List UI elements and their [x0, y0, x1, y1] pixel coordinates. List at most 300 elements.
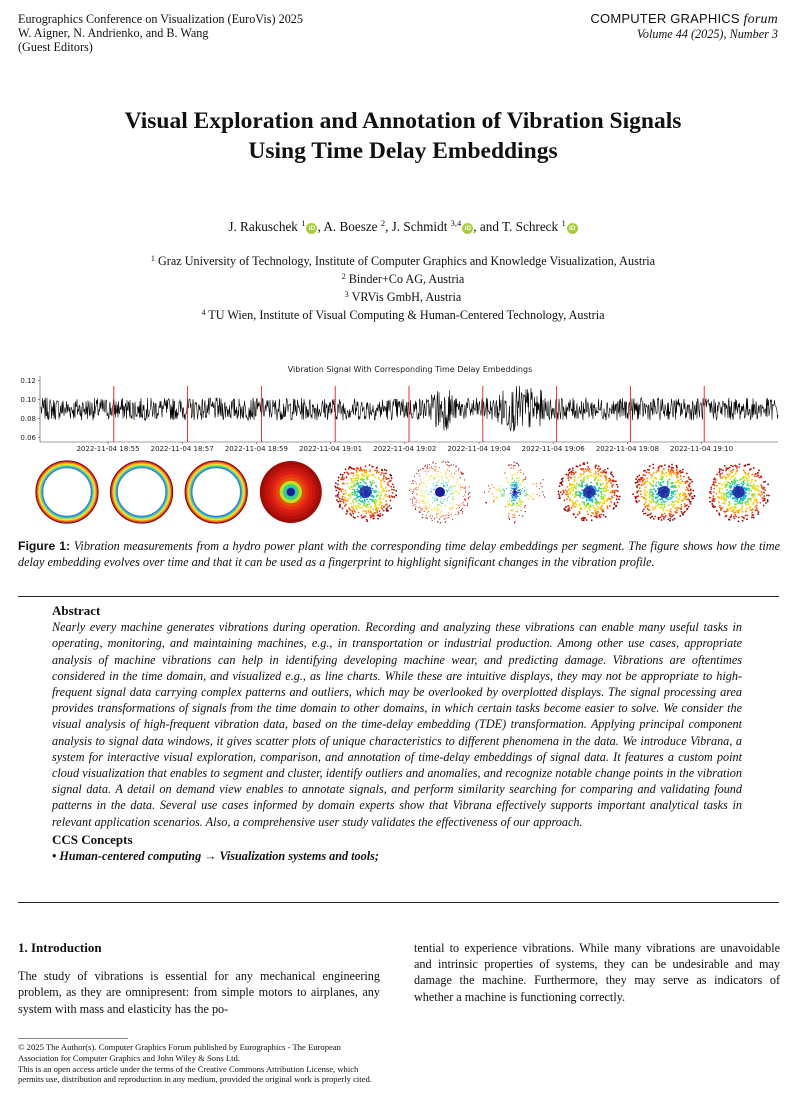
embedding-point: [459, 493, 460, 494]
embedding-point: [446, 485, 447, 486]
embedding-point: [734, 500, 736, 502]
embedding-point: [353, 483, 355, 485]
embedding-point: [652, 484, 654, 486]
embedding-point: [667, 485, 669, 487]
embedding-point: [690, 492, 692, 494]
embedding-point: [587, 466, 589, 468]
embedding-point: [604, 495, 606, 497]
embedding-point: [648, 504, 650, 506]
embedding-point: [342, 499, 344, 501]
embedding-point: [428, 494, 429, 495]
embedding-point: [753, 517, 755, 519]
embedding-point: [747, 503, 749, 505]
embedding-point: [458, 512, 459, 513]
embedding-point: [453, 486, 454, 487]
embedding-point: [434, 518, 435, 519]
embedding-point: [599, 484, 601, 486]
embedding-point: [442, 476, 443, 477]
embedding-point: [614, 494, 616, 496]
embedding-point: [732, 510, 734, 512]
embedding-point: [759, 502, 761, 504]
embedding-point: [660, 482, 662, 484]
embedding-point: [495, 488, 496, 489]
embedding-point: [676, 496, 678, 498]
embedding-point: [387, 506, 389, 508]
embedding-point: [619, 496, 621, 498]
running-header-right: [590, 12, 778, 41]
embedding-point: [456, 465, 457, 466]
embedding-point: [683, 494, 685, 496]
embedding-point: [449, 465, 450, 466]
embedding-point: [376, 467, 378, 469]
embedding-point: [429, 504, 430, 505]
embedding-point: [439, 518, 440, 519]
embedding-point: [445, 476, 446, 477]
embedding-point: [432, 463, 433, 464]
embedding-point: [664, 464, 666, 466]
affiliation-text: Graz University of Technology, Institute of Computer Graphics and Knowledge Visualization, Austria: [154, 254, 656, 268]
embedding-point: [745, 474, 747, 476]
embedding-point: [567, 505, 569, 507]
embedding-point: [584, 485, 586, 487]
embedding-point: [518, 482, 519, 483]
embedding-point: [517, 463, 518, 464]
embedding-point: [454, 499, 455, 500]
embedding-point: [418, 507, 419, 508]
embedding-point: [643, 470, 645, 472]
embedding-point: [361, 479, 363, 481]
embedding-point: [506, 488, 507, 489]
embedding-point: [410, 489, 411, 490]
embedding-point: [765, 502, 767, 504]
embedding-point: [578, 511, 580, 513]
embedding-point: [744, 502, 746, 504]
embedding-point: [710, 486, 712, 488]
embedding-point: [671, 485, 673, 487]
embedding-point: [437, 505, 438, 506]
embedding-point: [591, 519, 593, 521]
orcid-icon[interactable]: iD: [567, 223, 578, 234]
embedding-point: [710, 491, 712, 493]
embedding-point: [581, 489, 583, 491]
embedding-point: [683, 498, 685, 500]
embedding-point: [731, 483, 733, 485]
embedding-point: [578, 485, 580, 487]
embedding-point: [712, 500, 714, 502]
embedding-point: [500, 490, 501, 491]
embedding-point: [672, 487, 674, 489]
embedding-point: [715, 479, 717, 481]
embedding-point: [395, 494, 397, 496]
embedding-point: [687, 498, 689, 500]
embedding-point: [660, 479, 662, 481]
embedding-point: [517, 503, 518, 504]
embedding-point: [516, 502, 517, 503]
embedding-point: [349, 494, 351, 496]
embedding-point: [516, 487, 517, 488]
embedding-point: [431, 475, 432, 476]
embedding-point: [652, 509, 654, 511]
embedding-point: [571, 474, 573, 476]
embedding-point: [365, 474, 367, 476]
embedding-point: [380, 484, 382, 486]
embedding-point: [718, 482, 720, 484]
embedding-point: [362, 510, 364, 512]
embedding-point: [571, 488, 573, 490]
embedding-point: [679, 493, 681, 495]
embedding-point: [674, 518, 676, 520]
embedding-point: [663, 473, 665, 475]
embedding-point: [435, 469, 436, 470]
embedding-point: [572, 467, 574, 469]
embedding-point: [441, 506, 442, 507]
embedding-point: [753, 484, 755, 486]
embedding-point: [754, 497, 756, 499]
embedding-point: [583, 503, 585, 505]
embedding-point: [748, 485, 750, 487]
embedding-point: [655, 491, 657, 493]
embedding-point: [756, 502, 758, 504]
embedding-point: [663, 516, 665, 518]
embedding-point: [644, 475, 646, 477]
embedding-point: [670, 511, 672, 513]
embedding-point: [733, 512, 735, 514]
embedding-point: [532, 483, 533, 484]
embedding-point: [683, 476, 685, 478]
guest-editors: W. Aigner, N. Andrienko, and B. Wang: [18, 26, 209, 41]
embedding-point: [432, 516, 433, 517]
embedding-point: [690, 501, 692, 503]
embedding-point: [392, 492, 394, 494]
embedding-point: [684, 482, 686, 484]
embedding-point: [522, 482, 523, 483]
orcid-icon[interactable]: iD: [306, 223, 317, 234]
embedding-point: [606, 505, 608, 507]
embedding-point: [511, 464, 512, 465]
embedding-point: [598, 487, 600, 489]
embedding-point: [571, 500, 573, 502]
embedding-point: [661, 498, 663, 500]
embedding-point: [461, 503, 462, 504]
embedding-point: [447, 469, 448, 470]
embedding-point: [520, 506, 521, 507]
embedding-point: [682, 480, 684, 482]
embedding-point: [612, 508, 614, 510]
embedding-point: [679, 515, 681, 517]
abstract-bottom-rule: [18, 902, 779, 903]
embedding-point: [732, 507, 734, 509]
embedding-point: [426, 490, 427, 491]
embedding-point: [612, 484, 614, 486]
embedding-point: [441, 483, 442, 484]
embedding-point: [444, 495, 445, 496]
embedding-point: [685, 505, 687, 507]
intro-paragraph-right: tential to experience vibrations. While many vibrations are unavoidable and intrinsic properties of systems, they can be undesirable and may damage the machine. Furthermore, they may serve as indicators of whether a machine is functioning correctly.: [414, 941, 780, 1004]
embedding-point: [661, 505, 663, 507]
embedding-plot: [484, 462, 545, 524]
embedding-point: [343, 493, 345, 495]
embedding-point: [640, 477, 642, 479]
embedding-point: [651, 489, 653, 491]
embedding-point: [349, 466, 351, 468]
embedding-point: [587, 468, 589, 470]
embedding-point: [416, 493, 417, 494]
embedding-point: [441, 499, 442, 500]
embedding-point: [644, 506, 646, 508]
embedding-point: [381, 502, 383, 504]
embedding-point: [441, 511, 442, 512]
embedding-point: [615, 480, 617, 482]
left-column: [18, 940, 380, 1017]
embedding-point: [724, 482, 726, 484]
embedding-point: [764, 499, 766, 501]
embedding-point: [434, 477, 435, 478]
embedding-point: [763, 492, 765, 494]
embedding-point: [663, 468, 665, 470]
embedding-point: [467, 503, 468, 504]
embedding-point: [655, 471, 657, 473]
figure-caption: [18, 538, 780, 570]
embedding-point: [426, 508, 427, 509]
embedding-point: [755, 480, 757, 482]
embedding-point: [637, 480, 639, 482]
embedding-point: [582, 501, 584, 503]
embedding-point: [382, 514, 384, 516]
embedding-point: [358, 484, 360, 486]
embedding-point: [356, 491, 358, 493]
embedding-point: [750, 490, 752, 492]
embedding-point: [390, 507, 392, 509]
embedding-point: [598, 465, 600, 467]
embedding-point: [425, 465, 426, 466]
embedding-point: [644, 489, 646, 491]
embedding-point: [420, 476, 421, 477]
embedding-point: [413, 505, 414, 506]
ccs-concept: • Human-centered computing → Visualization systems and tools;: [52, 849, 379, 864]
embedding-point: [388, 485, 390, 487]
embedding-point: [440, 474, 441, 475]
embedding-point: [412, 501, 413, 502]
embedding-point: [381, 505, 383, 507]
embedding-point: [719, 475, 721, 477]
embedding-point: [689, 482, 691, 484]
embedding-point: [737, 499, 739, 501]
embedding-point: [514, 483, 515, 484]
embedding-point: [730, 471, 732, 473]
embedding-point: [558, 493, 560, 495]
embedding-point: [378, 510, 380, 512]
embedding-point: [575, 486, 577, 488]
embedding-point: [614, 503, 616, 505]
embedding-point: [446, 464, 447, 465]
embedding-point: [443, 485, 444, 486]
embedding-point: [343, 502, 345, 504]
embedding-plot: [558, 462, 621, 521]
embedding-point: [375, 506, 377, 508]
embedding-point: [352, 492, 354, 494]
embedding-point: [514, 500, 515, 501]
embedding-point: [337, 480, 339, 482]
embedding-point: [574, 501, 576, 503]
embedding-point: [605, 489, 607, 491]
embedding-point: [339, 498, 341, 500]
embedding-point: [415, 488, 416, 489]
embedding-point: [567, 486, 569, 488]
embedding-point: [516, 463, 517, 464]
embedding-point: [416, 502, 417, 503]
embedding-point: [378, 478, 380, 480]
embedding-point: [491, 484, 492, 485]
embedding-point: [514, 480, 515, 481]
embedding-point: [445, 522, 446, 523]
embedding-point: [746, 480, 748, 482]
embedding-point: [595, 476, 597, 478]
embedding-point: [751, 479, 753, 481]
embedding-point: [514, 504, 515, 505]
embedding-point: [416, 500, 417, 501]
embedding-point: [686, 486, 688, 488]
embedding-point: [354, 489, 356, 491]
embedding-point: [350, 482, 352, 484]
embedding-point: [672, 467, 674, 469]
embedding-point: [386, 508, 388, 510]
embedding-point: [424, 506, 425, 507]
embedding-point: [501, 494, 502, 495]
embedding-point: [435, 463, 436, 464]
embedding-point: [510, 510, 511, 511]
embedding-point: [722, 502, 724, 504]
embedding-point: [449, 470, 450, 471]
orcid-icon[interactable]: iD: [462, 223, 473, 234]
embedding-point: [615, 490, 617, 492]
paper-title: Visual Exploration and Annotation of Vibration Signals Using Time Delay Embeddings: [124, 108, 682, 164]
embedding-point: [559, 495, 561, 497]
embedding-point: [436, 499, 437, 500]
embedding-point: [686, 498, 688, 500]
embedding-point: [606, 499, 608, 501]
embedding-ring-center: [193, 469, 239, 515]
x-tick-label: 2022-11-04 19:01: [299, 445, 363, 453]
embedding-point: [353, 516, 355, 518]
embedding-point: [587, 503, 589, 505]
embedding-point: [376, 511, 378, 513]
embedding-point: [517, 495, 518, 496]
embedding-point: [575, 504, 577, 506]
embedding-point: [360, 467, 362, 469]
embedding-point: [759, 477, 761, 479]
author-affiliation-mark: 2: [380, 218, 386, 228]
embedding-point: [645, 512, 647, 514]
embedding-point: [522, 488, 523, 489]
embedding-point: [460, 510, 461, 511]
embedding-point: [649, 496, 651, 498]
embedding-point: [453, 493, 454, 494]
embedding-point: [415, 498, 416, 499]
embedding-point: [663, 504, 665, 506]
embedding-point: [745, 515, 747, 517]
embedding-point: [754, 490, 756, 492]
embedding-point: [747, 483, 749, 485]
embedding-point: [603, 514, 605, 516]
embedding-point: [674, 504, 676, 506]
embedding-point: [562, 477, 564, 479]
embedding-point: [713, 505, 715, 507]
embedding-point: [753, 467, 755, 469]
embedding-point: [514, 485, 515, 486]
embedding-point: [746, 518, 748, 520]
embedding-point: [489, 488, 490, 489]
embedding-point: [667, 482, 669, 484]
embedding-point: [450, 488, 451, 489]
embedding-point: [511, 482, 512, 483]
embedding-point: [464, 494, 465, 495]
embedding-point: [437, 485, 438, 486]
embedding-point: [748, 479, 750, 481]
embedding-point: [452, 498, 453, 499]
embedding-point: [367, 507, 369, 509]
embedding-point: [375, 503, 377, 505]
embedding-point: [756, 507, 758, 509]
embedding-point: [747, 474, 749, 476]
embedding-point: [374, 476, 376, 478]
embedding-point: [345, 490, 347, 492]
embedding-point: [734, 503, 736, 505]
embedding-point: [428, 468, 429, 469]
embedding-point: [558, 497, 560, 499]
embedding-point: [356, 474, 358, 476]
embedding-point: [465, 491, 466, 492]
embedding-point: [419, 506, 420, 507]
embedding-point: [519, 499, 520, 500]
embedding-point: [508, 465, 509, 466]
embedding-point: [580, 468, 582, 470]
embedding-point: [432, 476, 433, 477]
embedding-point: [357, 496, 359, 498]
embedding-point: [652, 492, 654, 494]
embedding-point: [665, 475, 667, 477]
embedding-point: [434, 500, 435, 501]
embedding-point: [427, 507, 428, 508]
embedding-point: [581, 518, 583, 520]
embedding-point: [520, 484, 521, 485]
conference-name: Eurographics Conference on Visualization (EuroVis) 2025: [18, 12, 303, 26]
embedding-point: [455, 514, 456, 515]
embedding-point: [526, 495, 527, 496]
embedding-point: [685, 489, 687, 491]
embedding-point: [512, 517, 513, 518]
embedding-point: [674, 511, 676, 513]
abstract-block: [52, 603, 742, 864]
journal-volume: Volume 44 (2025), Number 3: [636, 27, 778, 42]
embedding-point: [575, 491, 577, 493]
embedding-point: [508, 482, 509, 483]
embedding-point: [736, 466, 738, 468]
embedding-point: [381, 507, 383, 509]
embedding-point: [681, 511, 683, 513]
embedding-point: [652, 506, 654, 508]
embedding-point: [664, 506, 666, 508]
embedding-point: [741, 508, 743, 510]
embedding-point: [730, 508, 732, 510]
embedding-point: [352, 472, 354, 474]
embedding-point: [676, 490, 678, 492]
embedding-point: [600, 514, 602, 516]
embedding-point: [513, 465, 514, 466]
embedding-point: [577, 477, 579, 479]
embedding-point: [440, 512, 441, 513]
embedding-point: [734, 514, 736, 516]
embedding-point: [512, 474, 513, 475]
